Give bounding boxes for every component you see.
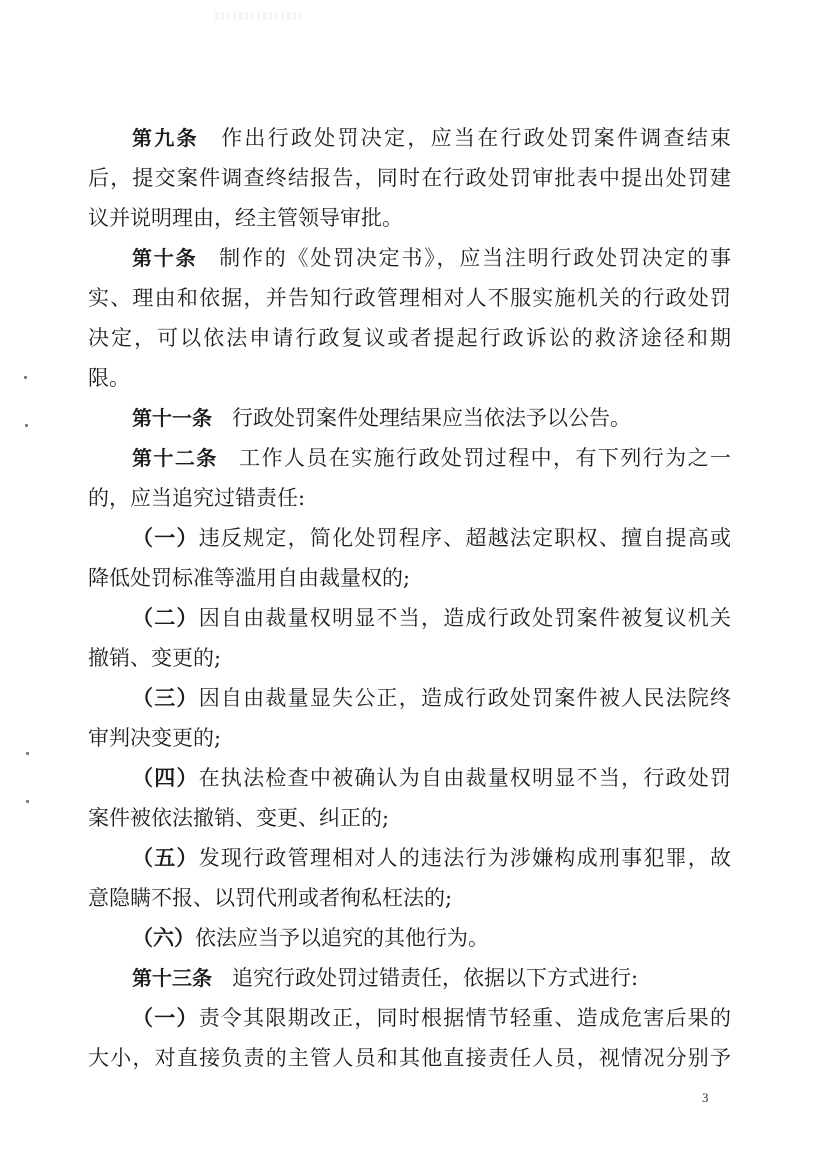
paragraph-text: 发现行政管理相对人的违法行为涉嫌构成刑事犯罪，故 (198, 846, 731, 870)
list-item-line (88, 998, 731, 1038)
list-item-line (88, 838, 731, 878)
paragraph-text: 工作人员在实施行政处罚过程中，有下列行为之一 (237, 446, 731, 470)
paragraph-line: 限。 (88, 366, 130, 390)
article-9-line (88, 118, 731, 158)
paragraph-line: 意隐瞒不报、以罚代刑或者徇私枉法的; (88, 886, 453, 910)
list-item-number: （六） (132, 926, 195, 950)
article-heading: 第十三条 (132, 966, 212, 990)
paragraph-text: 行政处罚案件处理结果应当依法予以公告。 (232, 406, 631, 430)
paragraph-text: 因自由裁量权明显不当，造成行政处罚案件被复议机关 (198, 606, 731, 630)
list-item-number: （一） (132, 1006, 199, 1030)
paragraph-text: 违反规定，简化处罚程序、超越法定职权、擅自提高或 (198, 526, 731, 550)
scan-speck (26, 800, 29, 803)
paragraph-text: 追究行政处罚过错责任，依据以下方式进行: (232, 966, 639, 990)
article-13-line (88, 958, 731, 998)
paragraph-line: 大小，对直接负责的主管人员和其他直接责任人员，视情况分别予 (88, 1046, 731, 1070)
paragraph-line: 撤销、变更的; (88, 646, 222, 670)
paragraph-line: 审判决变更的; (88, 726, 222, 750)
article-heading: 第十一条 (132, 406, 212, 430)
paragraph-text: 责令其限期改正，同时根据情节轻重、造成危害后果的 (198, 1006, 731, 1030)
list-item-line (88, 918, 731, 958)
paragraph-line: 的，应当追究过错责任: (88, 486, 306, 510)
list-item-number: （四） (132, 766, 199, 790)
paragraph-line: 降低处罚标准等滥用自由裁量权的; (88, 566, 411, 590)
document-body (88, 118, 731, 1078)
scan-header-artifact (215, 12, 305, 20)
paragraph-line: 实、理由和依据，并告知行政管理相对人不服实施机关的行政处罚 (88, 286, 731, 310)
list-item-line (88, 758, 731, 798)
list-item-number: （二） (132, 606, 199, 630)
scan-speck (26, 752, 29, 755)
article-heading: 第十二条 (132, 446, 218, 470)
paragraph-text: 作出行政处罚决定，应当在行政处罚案件调查结束 (218, 126, 731, 150)
paragraph-text: 依法应当予以追究的其他行为。 (195, 926, 489, 950)
list-item-line (88, 518, 731, 558)
article-12-line (88, 438, 731, 478)
scan-speck (25, 424, 28, 427)
article-heading: 第十条 (132, 246, 198, 270)
paragraph-line: 案件被依法撤销、变更、纠正的; (88, 806, 390, 830)
page-number: 3 (702, 1090, 709, 1105)
list-item-line (88, 598, 731, 638)
list-item-number: （一） (132, 526, 199, 550)
article-11-line (88, 398, 731, 438)
scan-speck (24, 376, 27, 379)
paragraph-line: 决定，可以依法申请行政复议或者提起行政诉讼的救济途径和期 (88, 326, 731, 350)
paragraph-line: 后，提交案件调查终结报告，同时在行政处罚审批表中提出处罚建 (88, 166, 731, 190)
article-heading: 第九条 (132, 126, 199, 150)
paragraph-text: 因自由裁量显失公正，造成行政处罚案件被人民法院终 (198, 686, 731, 710)
list-item-number: （三） (132, 686, 199, 710)
paragraph-text: 在执法检查中被确认为自由裁量权明显不当，行政处罚 (198, 766, 731, 790)
list-item-number: （五） (132, 846, 199, 870)
paragraph-text: 制作的《处罚决定书》，应当注明行政处罚决定的事 (217, 246, 731, 270)
article-10-line (88, 238, 731, 278)
list-item-line (88, 678, 731, 718)
paragraph-line: 议并说明理由，经主管领导审批。 (88, 206, 403, 230)
